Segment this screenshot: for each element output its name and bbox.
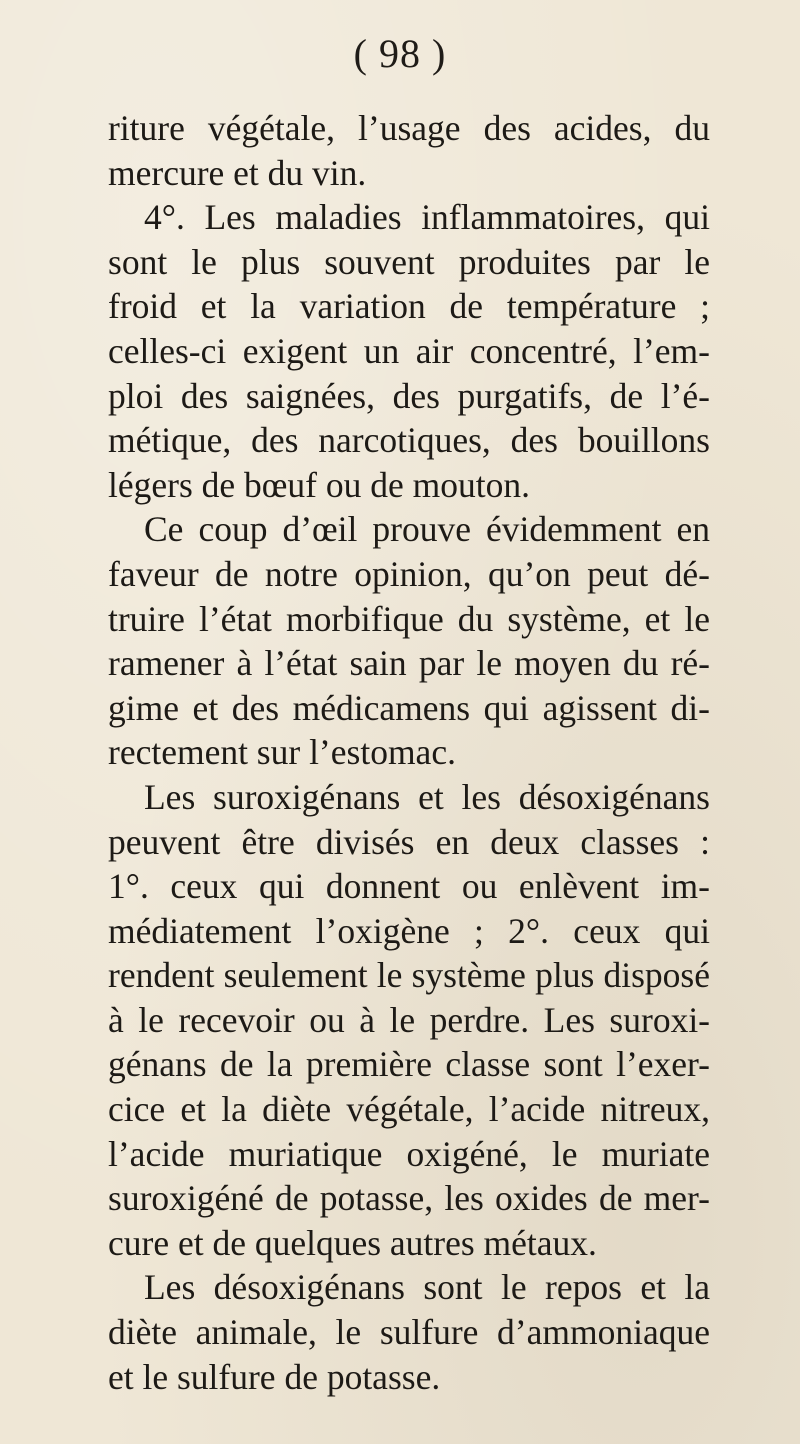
text-line: celles-ci exigent un air concentré, l’em-: [108, 330, 710, 371]
text-line: diète animale, le sulfure d’ammoniaque: [108, 1312, 710, 1353]
text-line: Ce coup d’œil prouve évidemment en: [144, 509, 710, 550]
text-line: métique, des narcotiques, des bouillons: [108, 420, 710, 461]
text-line: Les suroxigénans et les désoxigénans: [144, 776, 710, 817]
text-line: 4°. Les maladies inflammatoires, qui: [144, 197, 710, 238]
text-line: cure et de quelques autres métaux.: [108, 1222, 597, 1263]
text-line: l’acide muriatique oxigéné, le muriate: [108, 1133, 710, 1174]
text-line: gime et des médicamens qui agissent di-: [108, 687, 710, 728]
text-line: riture végétale, l’usage des acides, du: [108, 108, 710, 148]
text-line: sont le plus souvent produites par le: [108, 241, 710, 282]
text-line: 1°. ceux qui donnent ou enlèvent im-: [108, 866, 710, 907]
text-line: ramener à l’état sain par le moyen du ré-: [108, 643, 710, 684]
text-line: froid et la variation de température ;: [108, 286, 710, 327]
page-text-body: [108, 106, 710, 1399]
text-line: suroxigéné de potasse, les oxides de mer-: [108, 1178, 710, 1219]
page-number: ( 98 ): [353, 31, 447, 76]
text-line: mercure et du vin.: [108, 152, 367, 193]
text-line: ploi des saignées, des purgatifs, de l’é-: [108, 375, 710, 416]
text-line: médiatement l’oxigène ; 2°. ceux qui: [108, 910, 710, 951]
text-line: peuvent être divisés en deux classes :: [108, 821, 710, 862]
text-line: Les désoxigénans sont le repos et la: [144, 1267, 710, 1308]
text-line: truire l’état morbifique du système, et le: [108, 598, 710, 639]
text-line: cice et la diète végétale, l’acide nitreux,: [108, 1089, 710, 1130]
text-line: rectement sur l’estomac.: [108, 732, 456, 773]
text-line: rendent seulement le système plus disposé: [108, 955, 710, 996]
text-line: génans de la première classe sont l’exer-: [108, 1044, 710, 1085]
text-line: et le sulfure de potasse.: [108, 1356, 441, 1397]
text-line: faveur de notre opinion, qu’on peut dé-: [108, 553, 710, 594]
text-line: légers de bœuf ou de mouton.: [108, 464, 530, 505]
text-line: à le recevoir ou à le perdre. Les suroxi-: [108, 999, 710, 1040]
